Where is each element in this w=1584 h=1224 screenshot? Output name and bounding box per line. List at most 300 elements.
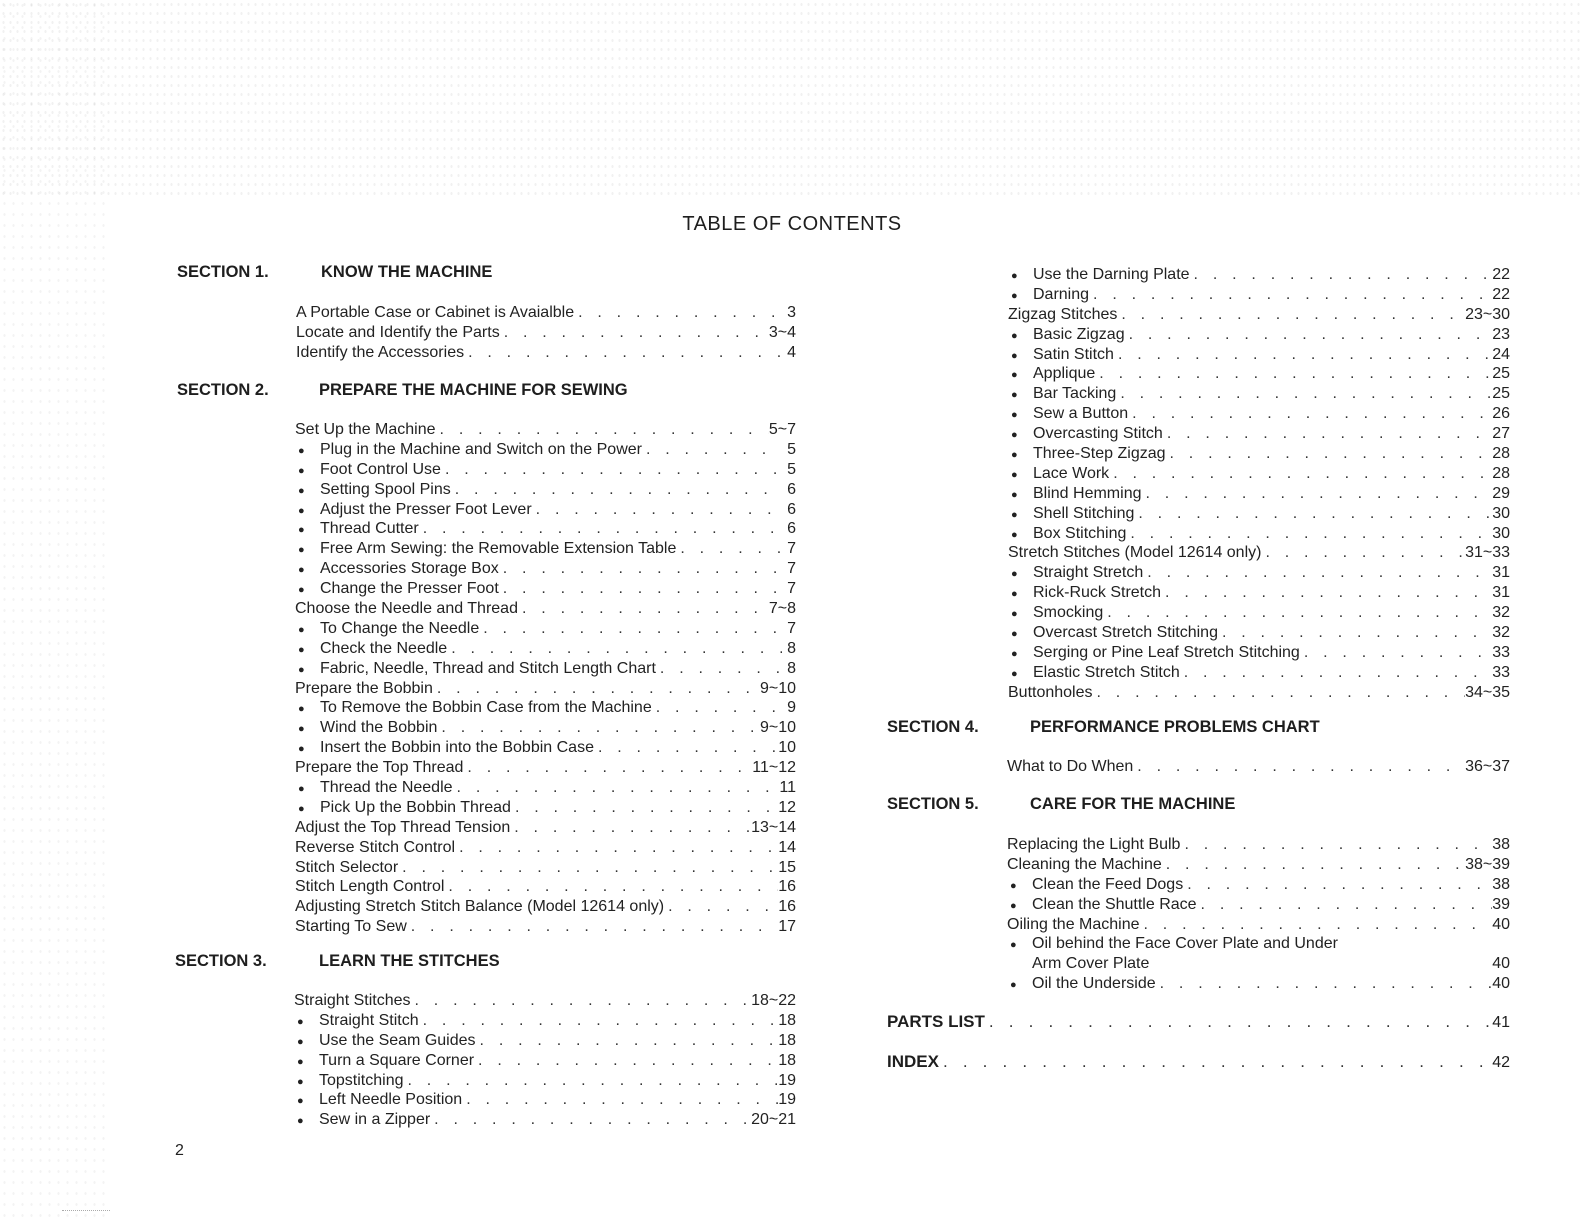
toc-entry	[1008, 364, 1510, 384]
toc-entry	[295, 858, 796, 878]
leader-dots	[499, 579, 782, 599]
bullet-icon: ●	[1011, 608, 1018, 621]
toc-entry-page: 26	[1492, 405, 1510, 423]
bullet-icon: ●	[1011, 588, 1018, 601]
toc-entry-title: Three-Step Zigzag	[1033, 445, 1166, 463]
section-4-label: PERFORMANCE PROBLEMS CHART	[1030, 718, 1320, 736]
toc-entry	[1008, 265, 1510, 285]
toc-entry-title: Topstitching	[319, 1071, 404, 1089]
toc-entry-page: 38~39	[1465, 855, 1510, 873]
toc-entry	[295, 579, 796, 599]
bullet-icon: ●	[1011, 329, 1018, 342]
index-entry	[887, 1052, 1510, 1072]
toc-entry	[295, 798, 796, 818]
toc-entry	[1007, 934, 1510, 954]
toc-entry	[295, 838, 796, 858]
toc-entry	[1008, 683, 1510, 703]
toc-entry-page: 6	[787, 480, 796, 498]
section-2-entries	[295, 420, 796, 937]
leader-dots	[1162, 855, 1465, 875]
toc-entry-title: Adjusting Stretch Stitch Balance (Model 12614 only)	[295, 898, 665, 916]
toc-entry	[295, 679, 796, 699]
toc-entry	[1007, 895, 1510, 915]
toc-entry	[295, 778, 796, 798]
leader-dots	[476, 1031, 779, 1051]
bullet-icon: ●	[298, 564, 305, 577]
toc-entry-page: 17	[778, 918, 796, 936]
section-4-number: SECTION 4.	[887, 718, 979, 736]
bullet-icon: ●	[1011, 409, 1018, 422]
toc-entry	[295, 659, 796, 679]
toc-entry-page: 7	[787, 540, 796, 558]
toc-entry-page: 39	[1492, 895, 1510, 913]
toc-entry-title: Oil the Underside	[1032, 975, 1156, 993]
toc-entry-page: 22	[1492, 285, 1510, 303]
toc-entry-title: To Remove the Bobbin Case from the Machine	[320, 699, 652, 717]
toc-entry	[295, 599, 796, 619]
toc-entry-title: Plug in the Machine and Switch on the Power	[320, 440, 642, 458]
leader-dots	[1089, 285, 1492, 305]
leader-dots	[462, 1090, 778, 1110]
parts-list-entry	[887, 1012, 1510, 1032]
section-1-heading	[177, 263, 493, 282]
bullet-icon: ●	[1011, 369, 1018, 382]
toc-entry	[1007, 875, 1510, 895]
toc-entry-page: 7	[787, 580, 796, 598]
leader-dots	[1218, 623, 1492, 643]
bullet-icon: ●	[1011, 667, 1018, 680]
toc-entry-page: 25	[1492, 385, 1510, 403]
toc-entry	[295, 718, 796, 738]
toc-entry-title: Starting To Sew	[295, 918, 407, 936]
section-5-number: SECTION 5.	[887, 795, 979, 813]
toc-entry-title: Pick Up the Bobbin Thread	[320, 798, 511, 816]
leader-dots	[464, 343, 782, 363]
toc-entry-page: 9	[787, 699, 796, 717]
leader-dots	[453, 778, 780, 798]
toc-entry	[1008, 543, 1510, 563]
toc-entry-page: 4	[787, 343, 796, 361]
toc-entry-page: 24	[1492, 345, 1510, 363]
leader-dots	[1114, 345, 1492, 365]
toc-entry-page: 5~7	[768, 421, 796, 438]
leader-dots	[404, 1071, 779, 1091]
toc-entry-title: Stitch Selector	[295, 858, 399, 876]
toc-entry	[1008, 603, 1510, 623]
leader-dots	[656, 659, 782, 679]
bullet-icon: ●	[298, 723, 305, 736]
leader-dots	[447, 639, 782, 659]
leader-dots	[1183, 875, 1492, 895]
section-4-heading	[887, 718, 1320, 737]
bullet-icon: ●	[298, 584, 305, 597]
bullet-icon: ●	[1010, 939, 1017, 952]
toc-entry-title: Rick-Ruck Stretch	[1033, 584, 1162, 602]
toc-entry-page: 11	[779, 779, 796, 797]
toc-entry	[295, 758, 796, 778]
toc-entry-page: 30	[1492, 524, 1510, 542]
toc-entry-page: 13~14	[751, 818, 796, 836]
bullet-icon: ●	[1011, 389, 1018, 402]
leader-dots	[1261, 543, 1465, 563]
scan-noise-top	[0, 0, 1584, 200]
toc-entry-page: 9~10	[759, 719, 796, 737]
toc-entry-title: Thread Cutter	[320, 520, 419, 538]
toc-entry-page: 7	[787, 619, 796, 637]
toc-entry-title: Oiling the Machine	[1007, 915, 1140, 933]
toc-entry-title: Shell Stitching	[1033, 504, 1135, 522]
toc-entry	[295, 877, 796, 897]
bullet-icon: ●	[1011, 528, 1018, 541]
leader-dots	[451, 480, 782, 500]
toc-entry-title: Setting Spool Pins	[320, 480, 451, 498]
toc-entry-page: 31~33	[1465, 544, 1510, 562]
toc-entry	[1008, 583, 1510, 603]
section-1-entries	[296, 303, 796, 363]
toc-entry	[1008, 464, 1510, 484]
bullet-icon: ●	[298, 783, 305, 796]
toc-entry	[1008, 663, 1510, 683]
toc-entry-page: 25	[1492, 365, 1510, 383]
toc-entry-title: A Portable Case or Cabinet is Avaialble	[296, 304, 575, 321]
leader-dots	[398, 858, 778, 878]
leader-dots	[411, 991, 752, 1011]
leader-dots	[430, 1110, 751, 1130]
leader-dots	[985, 1012, 1492, 1032]
toc-entry-title: Applique	[1033, 365, 1096, 383]
bullet-icon: ●	[298, 504, 305, 517]
toc-entry-title: Prepare the Bobbin	[295, 679, 433, 697]
toc-entry	[1008, 345, 1510, 365]
leader-dots	[407, 917, 778, 937]
bullet-icon: ●	[1011, 270, 1018, 282]
toc-entry	[1008, 563, 1510, 583]
toc-entry	[1008, 305, 1510, 325]
bullet-icon: ●	[297, 1015, 304, 1028]
scan-edge-line	[62, 1210, 110, 1211]
leader-dots	[1125, 325, 1493, 345]
bullet-icon: ●	[298, 444, 305, 457]
leader-dots	[939, 1052, 1492, 1072]
toc-entry-title: Foot Control Use	[320, 460, 441, 478]
bullet-icon: ●	[1010, 979, 1017, 992]
leader-dots	[500, 323, 769, 343]
toc-entry-page: 23	[1492, 325, 1510, 343]
toc-entry-title: Use the Darning Plate	[1033, 266, 1190, 283]
toc-entry-title: Clean the Shuttle Race	[1032, 895, 1197, 913]
bullet-icon: ●	[1011, 429, 1018, 442]
toc-entry-page: 12	[778, 798, 796, 816]
toc-entry-page: 19	[778, 1071, 796, 1089]
toc-entry-page: 38	[1492, 875, 1510, 893]
toc-entry-page: 18~22	[751, 992, 796, 1009]
leader-dots	[437, 718, 760, 738]
leader-dots	[1180, 835, 1492, 855]
bullet-icon: ●	[298, 544, 305, 557]
bullet-icon: ●	[298, 484, 305, 497]
toc-entry	[294, 1110, 796, 1130]
toc-entry-page: 36~37	[1465, 758, 1510, 775]
bullet-icon: ●	[297, 1055, 304, 1068]
bullet-icon: ●	[298, 703, 305, 716]
leader-dots	[1166, 444, 1493, 464]
bullet-icon: ●	[1010, 899, 1017, 912]
toc-entry	[295, 698, 796, 718]
toc-entry-title: Straight Stretch	[1033, 564, 1144, 582]
toc-entry	[295, 619, 796, 639]
leader-dots	[1163, 424, 1492, 444]
toc-entry	[1008, 524, 1510, 544]
toc-entry-title: Left Needle Position	[319, 1091, 463, 1109]
toc-entry-title: Straight Stitches	[294, 992, 411, 1009]
leader-dots	[532, 500, 782, 520]
toc-entry-title: Sew a Button	[1033, 405, 1129, 423]
toc-entry-page: 8	[787, 639, 796, 657]
toc-entry-title: Reverse Stitch Control	[295, 838, 456, 856]
section-3-entries	[294, 991, 796, 1130]
leader-dots	[436, 420, 769, 440]
toc-entry	[1007, 974, 1510, 994]
leader-dots	[510, 818, 751, 838]
toc-entry	[1008, 484, 1510, 504]
bullet-icon: ●	[1011, 349, 1018, 362]
toc-entry-page: 31	[1492, 584, 1510, 602]
toc-entry-page: 40	[1492, 955, 1510, 973]
bullet-icon: ●	[297, 1035, 304, 1048]
toc-entry-title: Lace Work	[1033, 464, 1110, 482]
section-3-label: LEARN THE STITCHES	[319, 952, 500, 970]
toc-entry-page: 23~30	[1465, 305, 1510, 323]
bullet-icon: ●	[298, 524, 305, 537]
toc-entry-title: Darning	[1033, 285, 1090, 303]
toc-entry-title: Accessories Storage Box	[320, 560, 499, 578]
toc-entry-title: To Change the Needle	[320, 619, 480, 637]
toc-entry-title: Overcast Stretch Stitching	[1033, 624, 1218, 642]
leader-dots	[652, 698, 782, 718]
bullet-icon: ●	[1011, 508, 1018, 521]
toc-entry	[295, 559, 796, 579]
toc-entry	[1007, 954, 1510, 974]
toc-entry-title: Use the Seam Guides	[319, 1031, 476, 1049]
toc-entry-title: Overcasting Stitch	[1033, 425, 1163, 443]
leader-dots	[676, 539, 782, 559]
toc-entry	[1008, 325, 1510, 345]
toc-entry-title: Cleaning the Machine	[1007, 855, 1162, 873]
toc-entry-page: 11~12	[752, 759, 796, 777]
bullet-icon: ●	[1011, 628, 1018, 641]
leader-dots	[444, 877, 778, 897]
leader-dots	[1180, 663, 1492, 683]
bullet-icon: ●	[298, 663, 305, 676]
page-title: TABLE OF CONTENTS	[682, 213, 902, 235]
toc-entry-page: 16	[778, 878, 796, 896]
toc-entry-page: 19	[778, 1091, 796, 1109]
leader-dots	[1093, 683, 1466, 703]
bullet-icon: ●	[298, 802, 305, 815]
toc-entry-title: Insert the Bobbin into the Bobbin Case	[320, 739, 594, 757]
toc-entry-page: 20~21	[751, 1111, 796, 1129]
toc-entry-page: 31	[1492, 564, 1510, 582]
toc-entry-title: Serging or Pine Leaf Stretch Stitching	[1033, 643, 1300, 661]
toc-entry-page: 18	[778, 1031, 796, 1049]
bullet-icon: ●	[298, 643, 305, 656]
toc-entry-page: 30	[1492, 504, 1510, 522]
leader-dots	[594, 738, 778, 758]
toc-entry	[295, 738, 796, 758]
toc-entry	[295, 539, 796, 559]
toc-entry-page: 33	[1492, 643, 1510, 661]
toc-entry-page: 7	[787, 560, 796, 578]
toc-entry	[294, 1090, 796, 1110]
toc-entry-page: 7~8	[768, 600, 796, 618]
toc-entry-title: Smocking	[1033, 604, 1104, 622]
leader-dots	[511, 798, 778, 818]
scan-noise-left	[0, 0, 110, 1224]
page-number: 2	[175, 1142, 184, 1159]
toc-entry-page: 38	[1492, 836, 1510, 853]
section-2-heading	[177, 381, 628, 400]
toc-entry-page: 5	[787, 460, 796, 478]
toc-entry-title: Adjust the Presser Foot Lever	[320, 500, 532, 518]
leader-dots	[1141, 484, 1492, 504]
leader-dots	[1156, 974, 1493, 994]
toc-entry-title: Thread the Needle	[320, 779, 453, 797]
leader-dots	[1117, 305, 1465, 325]
section-5-label: CARE FOR THE MACHINE	[1030, 795, 1236, 813]
leader-dots	[1109, 464, 1492, 484]
bullet-icon: ●	[1011, 289, 1018, 302]
parts-list-label: PARTS LIST	[887, 1012, 985, 1031]
section-1-number: SECTION 1.	[177, 263, 269, 281]
toc-entry-title: Wind the Bobbin	[320, 719, 438, 737]
toc-entry-title: Change the Presser Foot	[320, 580, 499, 598]
toc-entry	[1007, 855, 1510, 875]
bullet-icon: ●	[297, 1075, 304, 1088]
toc-entry	[295, 460, 796, 480]
bullet-icon: ●	[1010, 879, 1017, 892]
leader-dots	[1095, 364, 1492, 384]
toc-entry-title: Free Arm Sewing: the Removable Extension Table	[320, 540, 677, 558]
bullet-icon: ●	[1011, 468, 1018, 481]
section-1-label: KNOW THE MACHINE	[321, 263, 493, 281]
section-2-label: PREPARE THE MACHINE FOR SEWING	[319, 381, 628, 399]
leader-dots	[1140, 915, 1493, 935]
toc-entry	[295, 897, 796, 917]
leader-dots	[474, 1051, 778, 1071]
section-2-number: SECTION 2.	[177, 381, 269, 399]
toc-entry-page: 9~10	[759, 679, 796, 697]
leader-dots	[1133, 757, 1465, 777]
toc-entry-page: 6	[787, 500, 796, 518]
toc-entry-page: 27	[1492, 425, 1510, 443]
toc-entry-title: Turn a Square Corner	[319, 1051, 475, 1069]
toc-entry	[1008, 623, 1510, 643]
toc-entry-page: 40	[1492, 915, 1510, 933]
toc-entry	[295, 480, 796, 500]
bullet-icon: ●	[297, 1115, 304, 1128]
toc-entry-page: 22	[1492, 266, 1510, 283]
toc-entry	[294, 1071, 796, 1091]
toc-entry-title: Zigzag Stitches	[1008, 305, 1118, 323]
toc-entry	[1008, 285, 1510, 305]
toc-entry-title: Straight Stitch	[319, 1011, 419, 1029]
toc-entry-page: 15	[778, 858, 796, 876]
toc-entry-title: Stitch Length Control	[295, 878, 445, 896]
toc-entry-page: 40	[1492, 975, 1510, 993]
toc-entry-title: Satin Stitch	[1033, 345, 1114, 363]
leader-dots	[518, 599, 769, 619]
section-3-number: SECTION 3.	[175, 952, 267, 970]
toc-entry	[295, 500, 796, 520]
toc-entry-page: 34~35	[1465, 683, 1510, 701]
leader-dots	[441, 460, 782, 480]
toc-entry-page: 28	[1492, 445, 1510, 463]
toc-entry	[294, 1031, 796, 1051]
bullet-icon: ●	[1011, 647, 1018, 660]
toc-entry-title: Check the Needle	[320, 639, 448, 657]
index-label: INDEX	[887, 1052, 939, 1071]
toc-entry	[296, 343, 796, 363]
toc-entry-page: 3	[787, 304, 796, 321]
toc-entry-title: Basic Zigzag	[1033, 325, 1125, 343]
toc-entry-page: 32	[1492, 624, 1510, 642]
leader-dots	[1197, 895, 1493, 915]
toc-entry-page: 10	[778, 739, 796, 757]
toc-entry	[295, 519, 796, 539]
toc-entry-title: Prepare the Top Thread	[295, 759, 464, 777]
leader-dots	[1134, 504, 1492, 524]
leader-dots	[642, 440, 782, 460]
toc-entry-title: Choose the Needle and Thread	[295, 600, 518, 618]
toc-entry-page: 33	[1492, 663, 1510, 681]
leader-dots	[1190, 265, 1493, 285]
leader-dots	[664, 897, 778, 917]
toc-entry	[294, 991, 796, 1011]
toc-entry	[295, 917, 796, 937]
leader-dots	[1126, 524, 1492, 544]
toc-entry	[1008, 504, 1510, 524]
toc-entry-page: 32	[1492, 604, 1510, 622]
bullet-icon: ●	[1011, 488, 1018, 501]
toc-entry-title: Bar Tacking	[1033, 385, 1117, 403]
toc-entry	[1008, 643, 1510, 663]
leader-dots	[499, 559, 782, 579]
leader-dots	[1128, 404, 1492, 424]
bullet-icon: ●	[1011, 568, 1018, 581]
bullet-icon: ●	[298, 464, 305, 477]
leader-dots	[419, 519, 782, 539]
index-page: 42	[1492, 1054, 1510, 1071]
toc-entry-page: 5	[787, 440, 796, 458]
toc-entry-page: 18	[778, 1051, 796, 1069]
leader-dots	[1300, 643, 1492, 663]
toc-entry-title: Adjust the Top Thread Tension	[295, 818, 511, 836]
toc-entry	[1008, 404, 1510, 424]
section-5-heading	[887, 795, 1236, 814]
toc-entry	[295, 639, 796, 659]
bullet-icon: ●	[298, 743, 305, 756]
toc-entry-page: 14	[778, 838, 796, 856]
toc-entry-title: Arm Cover Plate	[1032, 955, 1150, 973]
toc-entry-title: Oil behind the Face Cover Plate and Under	[1032, 935, 1338, 953]
toc-entry	[295, 818, 796, 838]
toc-entry	[1008, 444, 1510, 464]
toc-entry	[1007, 915, 1510, 935]
toc-entry	[1008, 384, 1510, 404]
toc-entry	[294, 1051, 796, 1071]
toc-entry-title: Stretch Stitches (Model 12614 only)	[1008, 544, 1262, 562]
toc-entry	[1008, 424, 1510, 444]
